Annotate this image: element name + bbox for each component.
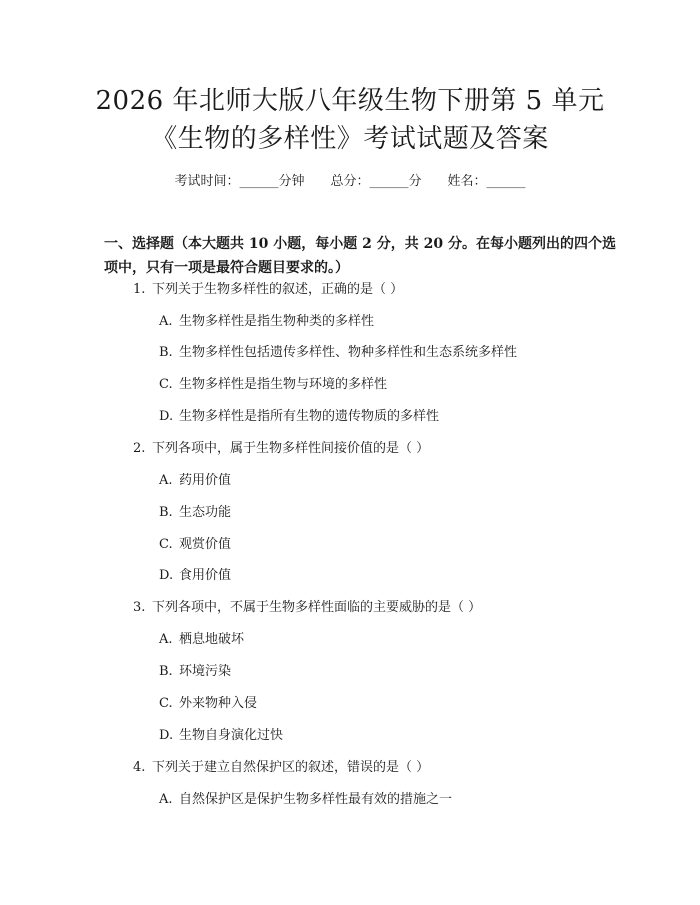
question-text: 下列各项中，不属于生物多样性面临的主要威胁的是（ ） (152, 600, 482, 615)
question-number: 1. (133, 282, 146, 297)
question-text: 下列关于生物多样性的叙述，正确的是（ ） (152, 282, 404, 297)
option-text: 生物多样性是指所有生物的遗传物质的多样性 (179, 409, 440, 424)
option-text: 栖息地破坏 (179, 632, 245, 647)
exam-info-line (0, 170, 700, 189)
option-letter: C. (159, 696, 173, 711)
title-line-1: 2026 年北师大版八年级生物下册第 5 单元 (95, 86, 605, 116)
title-line-2: 《生物的多样性》考试试题及答案 (151, 124, 549, 154)
question-2-option-a (159, 473, 231, 489)
option-text: 药用价值 (179, 473, 232, 488)
question-number: 2. (133, 441, 146, 456)
option-text: 食用价值 (179, 568, 232, 583)
question-3-option-a (159, 632, 244, 648)
option-text: 生态功能 (179, 505, 232, 520)
question-3-option-b (159, 664, 231, 680)
option-text: 自然保护区是保护生物多样性最有效的措施之一 (179, 792, 453, 807)
name-field: 姓名：______ (447, 174, 526, 189)
question-3 (133, 600, 481, 616)
question-2-option-b (159, 505, 231, 521)
option-letter: C. (159, 377, 173, 392)
exam-time-field: 考试时间：______分钟 (174, 174, 305, 189)
question-1-option-d (159, 409, 439, 425)
question-2-option-d (159, 568, 231, 584)
question-2-option-c (159, 537, 231, 553)
option-text: 生物多样性包括遗传多样性、物种多样性和生态系统多样性 (179, 345, 518, 360)
option-letter: D. (159, 728, 174, 743)
question-1 (133, 282, 403, 298)
question-text: 下列各项中，属于生物多样性间接价值的是（ ） (152, 441, 430, 456)
option-letter: D. (159, 568, 174, 583)
question-text: 下列关于建立自然保护区的叙述，错误的是（ ） (152, 760, 430, 775)
option-letter: A. (159, 314, 173, 329)
question-number: 4. (133, 760, 146, 775)
option-letter: A. (159, 473, 173, 488)
option-text: 外来物种入侵 (179, 696, 258, 711)
question-4-option-a (159, 792, 452, 808)
option-letter: B. (159, 505, 173, 520)
option-text: 观赏价值 (179, 537, 232, 552)
option-letter: A. (159, 792, 173, 807)
option-letter: C. (159, 537, 173, 552)
option-text: 生物多样性是指生物种类的多样性 (179, 314, 375, 329)
option-text: 生物多样性是指生物与环境的多样性 (179, 377, 388, 392)
question-3-option-c (159, 696, 257, 712)
option-letter: A. (159, 632, 173, 647)
option-text: 生物自身演化过快 (179, 728, 284, 743)
question-1-option-b (159, 345, 517, 361)
total-score-field: 总分：______分 (330, 174, 422, 189)
option-text: 环境污染 (179, 664, 232, 679)
question-1-option-c (159, 377, 387, 393)
section-heading: 一、选择题（本大题共 10 小题，每小题 2 分，共 20 分。在每小题列出的四个选项中，只有一项是最符合题目要求的。） (104, 236, 616, 276)
question-2 (133, 441, 429, 457)
question-4 (133, 760, 429, 776)
option-letter: B. (159, 345, 173, 360)
question-3-option-d (159, 728, 283, 744)
question-1-option-a (159, 314, 374, 330)
option-letter: B. (159, 664, 173, 679)
question-number: 3. (133, 600, 146, 615)
option-letter: D. (159, 409, 174, 424)
